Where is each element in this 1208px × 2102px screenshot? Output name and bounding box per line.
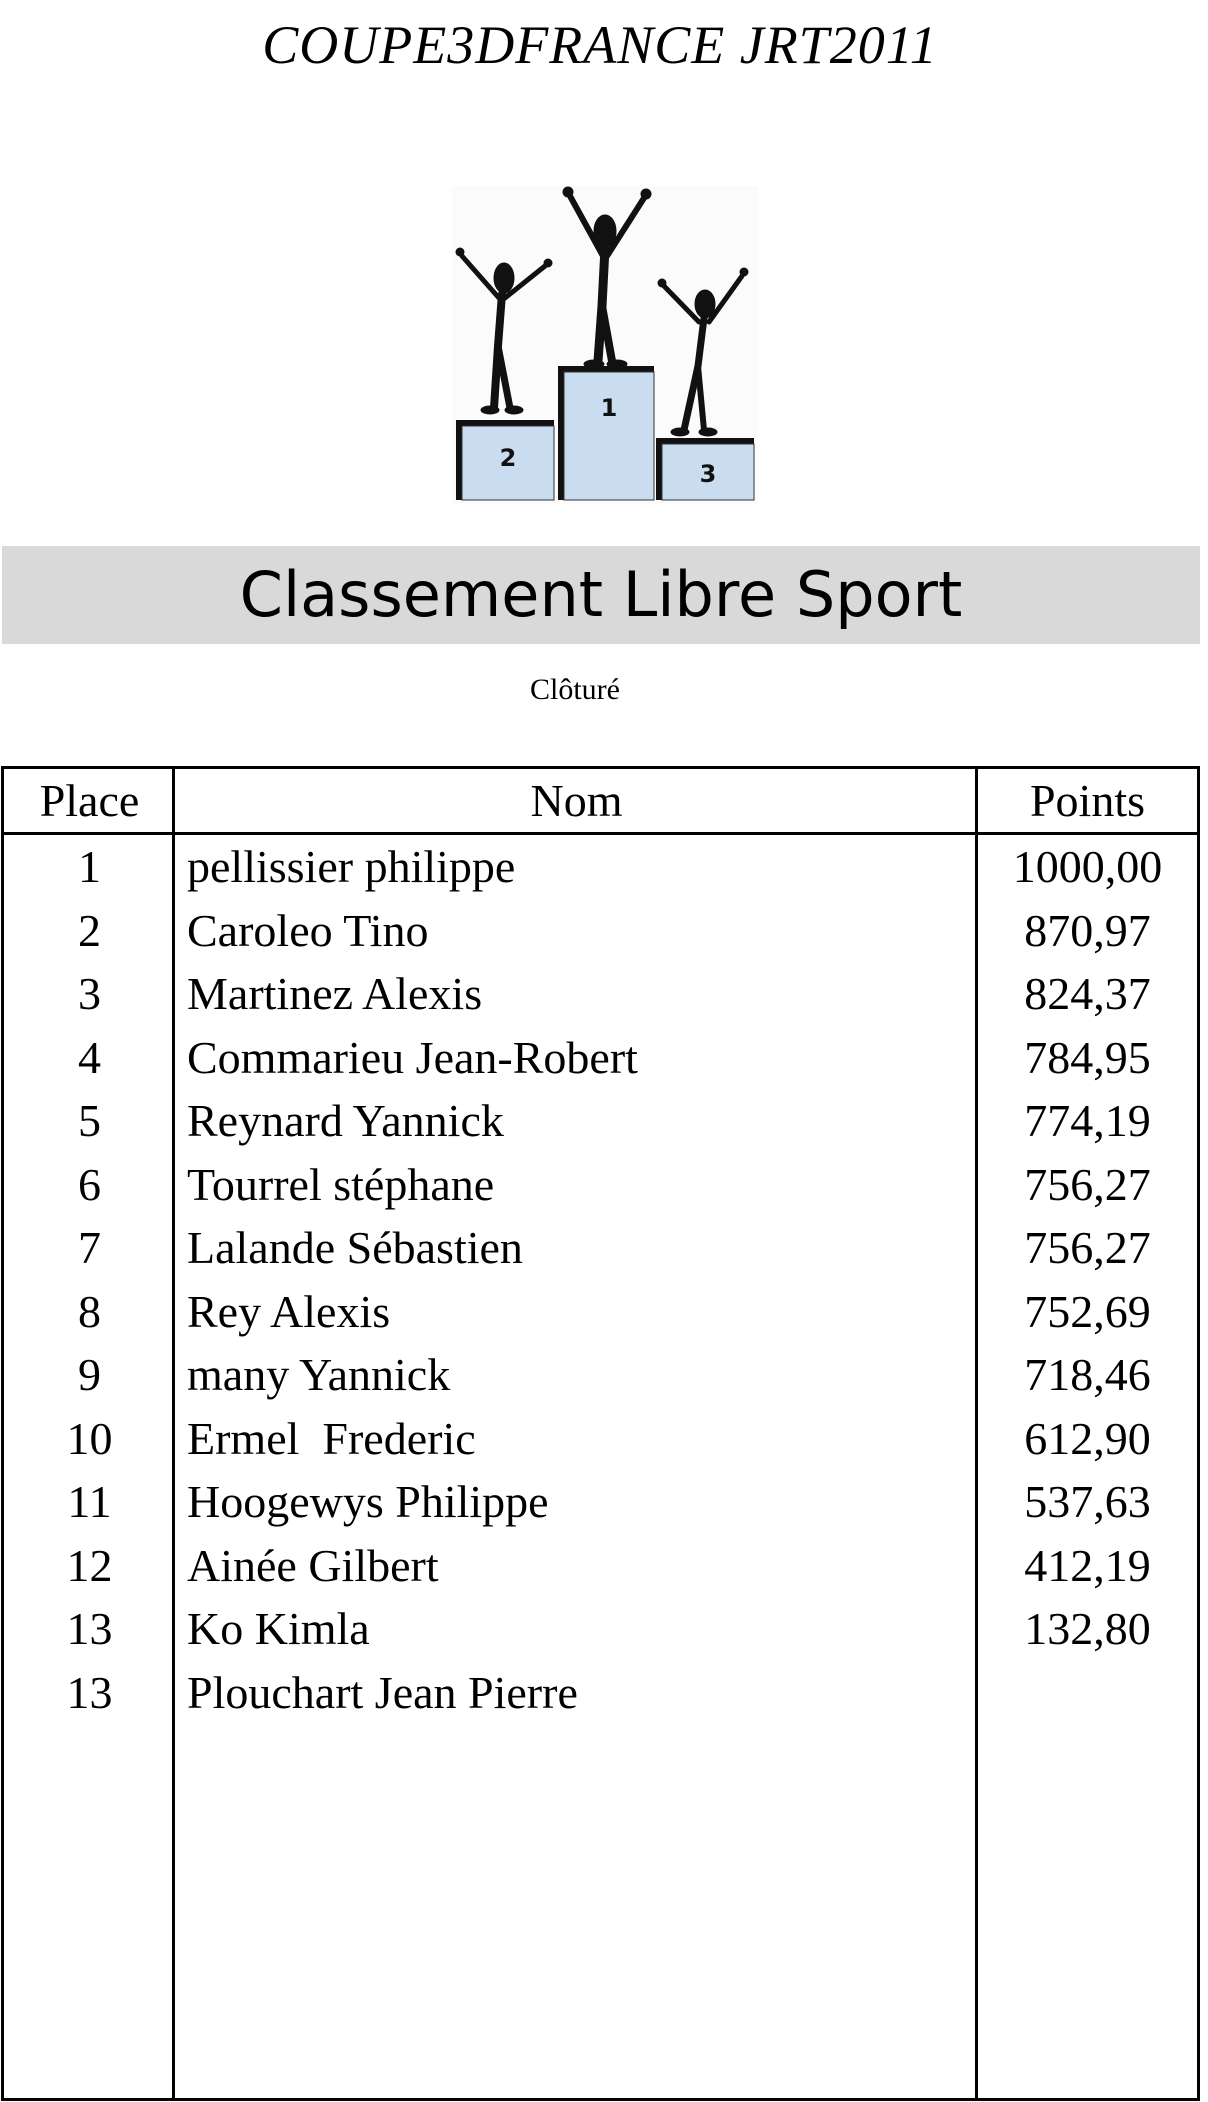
row-name: pellissier philippe [187, 841, 516, 892]
row-place: 6 [78, 1158, 101, 1210]
section-title: Classement Libre Sport [239, 558, 963, 631]
row-name: Plouchart Jean Pierre [187, 1666, 578, 1718]
row-place: 13 [66, 1603, 113, 1654]
header-points: Points [1029, 775, 1146, 826]
row-points: 774,19 [1024, 1095, 1151, 1146]
row-name: Reynard Yannick [187, 1095, 504, 1146]
row-name: Tourrel stéphane [187, 1158, 495, 1210]
header-nom: Nom [530, 775, 623, 826]
row-place: 11 [67, 1476, 112, 1527]
podium-icon [452, 186, 758, 504]
row-points: 784,95 [1024, 1031, 1151, 1083]
row-place: 8 [78, 1285, 101, 1337]
row-name: Caroleo Tino [187, 904, 429, 956]
row-place: 10 [66, 1412, 113, 1464]
row-points: 412,19 [1024, 1539, 1151, 1591]
row-points: 824,37 [1024, 968, 1151, 1019]
row-place: 9 [78, 1349, 101, 1400]
row-place: 3 [78, 968, 101, 1019]
row-place: 7 [78, 1222, 101, 1273]
row-points: 870,97 [1024, 904, 1151, 956]
row-place: 12 [66, 1539, 113, 1591]
row-place: 5 [78, 1095, 101, 1146]
row-name: Rey Alexis [187, 1285, 391, 1337]
row-place: 2 [78, 904, 101, 956]
row-place: 1 [78, 841, 101, 892]
row-name: many Yannick [187, 1349, 451, 1400]
row-name: Ko Kimla [187, 1603, 370, 1654]
ranking-table [1, 766, 1200, 2101]
row-points: 1000,00 [1012, 841, 1163, 892]
row-name: Commarieu Jean-Robert [187, 1031, 638, 1083]
document-title: COUPE3DFRANCE JRT2011 [262, 15, 938, 75]
row-name: Ainée Gilbert [187, 1539, 439, 1591]
row-name: Lalande Sébastien [187, 1222, 523, 1273]
status-label: Clôturé [530, 673, 620, 706]
row-name: Hoogewys Philippe [187, 1476, 549, 1527]
row-points: 756,27 [1024, 1222, 1151, 1273]
row-points: 537,63 [1024, 1476, 1151, 1527]
svg-text:3: 3 [699, 460, 717, 488]
row-place: 13 [66, 1666, 113, 1718]
svg-text:1: 1 [600, 394, 618, 422]
row-place: 4 [78, 1031, 101, 1083]
header-place: Place [39, 775, 140, 826]
row-points: 132,80 [1024, 1603, 1151, 1654]
row-points: 752,69 [1024, 1285, 1151, 1337]
row-points: 612,90 [1024, 1412, 1151, 1464]
row-points: 756,27 [1024, 1158, 1151, 1210]
row-points: 718,46 [1024, 1349, 1151, 1400]
row-name: Ermel Frederic [187, 1412, 476, 1464]
row-name: Martinez Alexis [187, 968, 483, 1019]
svg-text:2: 2 [499, 444, 517, 472]
